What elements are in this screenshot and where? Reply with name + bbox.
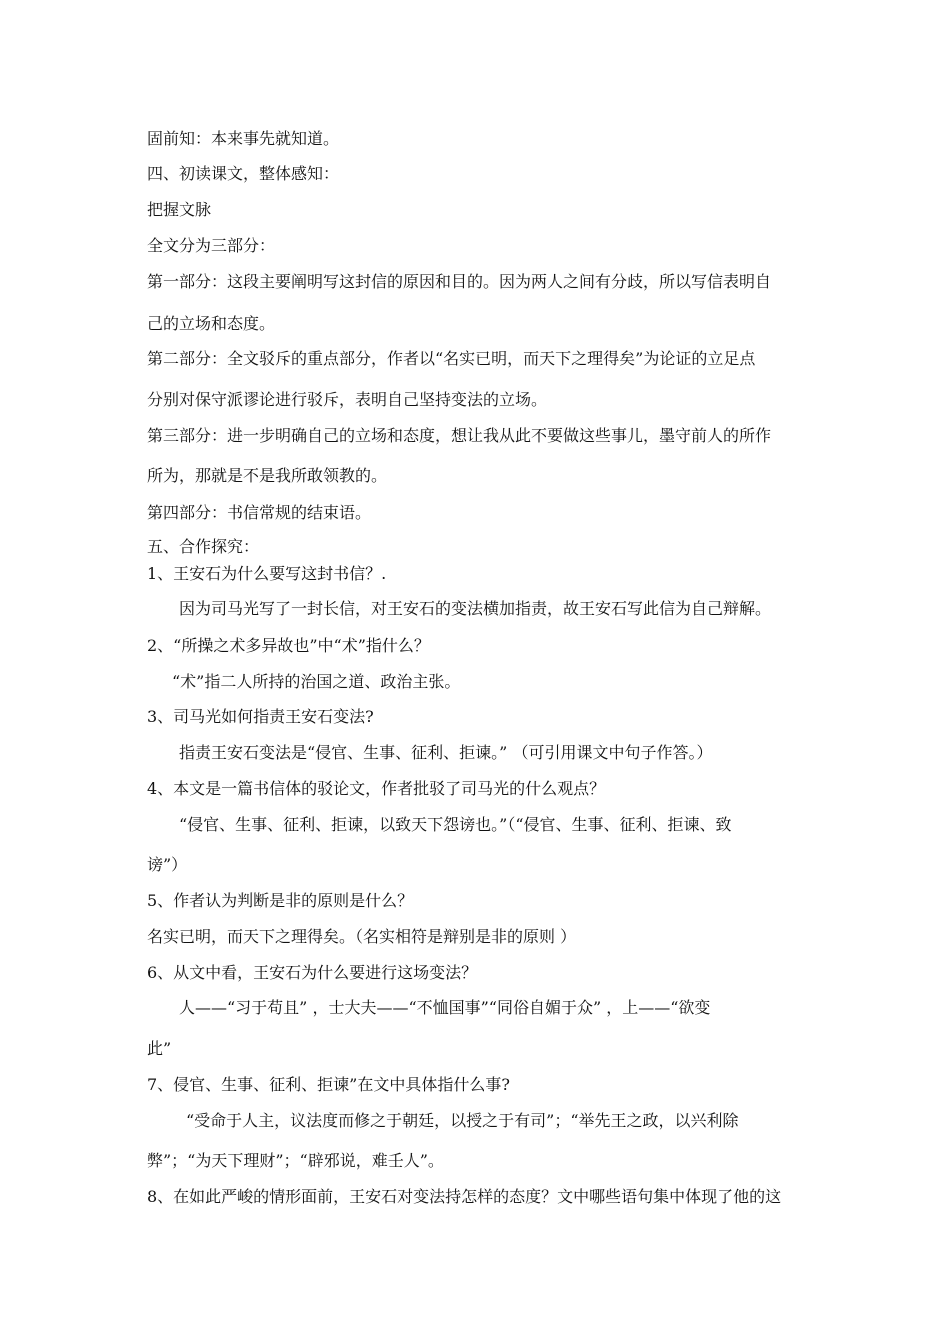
answer: 人——“习于苟且” ，士大夫——“不恤国事”“同俗自媚于众” ，上——“欲变 — [179, 998, 711, 1017]
answer: 指责王安石变法是“侵官、生事、征利、拒谏。” （可引用课文中句子作答。） — [179, 743, 713, 762]
question: 4、本文是一篇书信体的驳论文，作者批驳了司马光的什么观点？ — [147, 779, 606, 798]
text-line: 己的立场和态度。 — [147, 314, 276, 333]
answer: 因为司马光写了一封长信，对王安石的变法横加指责，故王安石写此信为自己辩解。 — [179, 599, 772, 618]
text-line: 第三部分：进一步明确自己的立场和态度，想让我从此不要做这些事儿，墨守前人的所作 — [147, 426, 772, 445]
answer: 名实已明，而天下之理得矣。（名实相符是辩别是非的原则 ） — [147, 927, 577, 946]
text-line: 所为，那就是不是我所敢领教的。 — [147, 466, 388, 485]
answer: “侵官、生事、征利、拒谏，以致天下怨谤也。”（“侵官、生事、征利、拒谏、致 — [179, 815, 732, 834]
subheading: 把握文脉 — [147, 200, 212, 219]
text-line: 第四部分：书信常规的结束语。 — [147, 503, 372, 522]
answer: 弊”；“为天下理财”；“辟邪说，难壬人”。 — [147, 1151, 444, 1170]
text-line: 固前知：本来事先就知道。 — [147, 129, 340, 148]
text-line: 第一部分：这段主要阐明写这封信的原因和目的。因为两人之间有分歧，所以写信表明自 — [147, 272, 772, 291]
question: 3、司马光如何指责王安石变法? — [147, 707, 374, 726]
question: 2、“所操之术多异故也”中“术”指什么？ — [147, 636, 430, 655]
answer: “受命于人主，议法度而修之于朝廷，以授之于有司”；“举先王之政，以兴利除 — [186, 1111, 739, 1130]
section-heading: 五、合作探究： — [147, 537, 260, 556]
question: 6、从文中看，王安石为什么要进行这场变法？ — [147, 963, 478, 982]
answer: 谤”） — [147, 855, 188, 874]
question: 1、王安石为什么要写这封书信？. — [147, 564, 387, 583]
text-line: 第二部分：全文驳斥的重点部分，作者以“名实已明，而天下之理得矣”为论证的立足点 — [147, 349, 756, 368]
question: 5、作者认为判断是非的原则是什么？ — [147, 891, 414, 910]
text-line: 全文分为三部分： — [147, 236, 276, 255]
text-line: 分别对保守派谬论进行驳斥，表明自己坚持变法的立场。 — [147, 390, 548, 409]
section-heading: 四、初读课文，整体感知： — [147, 164, 340, 183]
answer: “术”指二人所持的治国之道、政治主张。 — [172, 672, 461, 691]
question: 7、侵官、生事、征利、拒谏”在文中具体指什么事? — [147, 1075, 510, 1094]
answer: 此” — [147, 1039, 172, 1058]
question: 8、在如此严峻的情形面前，王安石对变法持怎样的态度？文中哪些语句集中体现了他的这 — [147, 1187, 782, 1206]
